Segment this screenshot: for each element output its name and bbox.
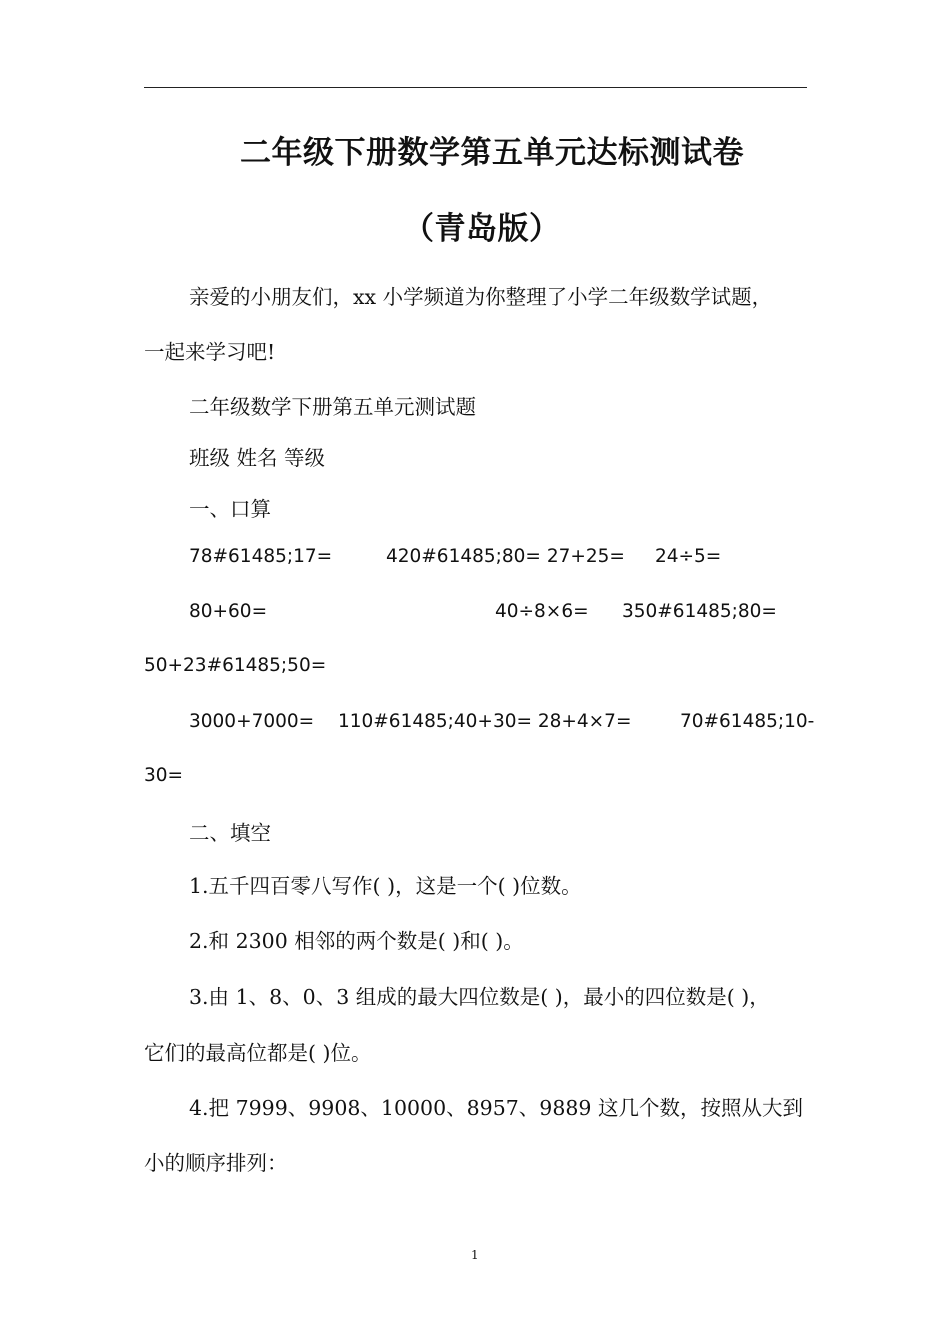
document-title: 二年级下册数学第五单元达标测试卷 (240, 135, 744, 171)
question-3-line-1: 3.由 1、8、0、3 组成的最大四位数是( )，最小的四位数是( )， (189, 985, 770, 1009)
header-rule (144, 87, 807, 88)
question-4-line-1: 4.把 7999、9908、10000、8957、9889 这几个数，按照从大到 (189, 1096, 803, 1120)
calc-item: 30= (144, 765, 184, 786)
intro-line-2: 一起来学习吧! (144, 340, 276, 364)
calc-item: 80+60= (189, 601, 268, 622)
class-name-grade-row: 班级 姓名 等级 (189, 446, 326, 470)
question-3-line-2: 它们的最高位都是( )位。 (144, 1041, 372, 1065)
section-fill-blank-heading: 二、填空 (189, 821, 271, 845)
test-heading: 二年级数学下册第五单元测试题 (189, 395, 476, 419)
calc-item: 350#61485;80= (622, 601, 777, 622)
calc-item: 70#61485;10- (680, 711, 815, 732)
question-2: 2.和 2300 相邻的两个数是( )和( )。 (189, 929, 524, 953)
calc-item: 78#61485;17= (189, 546, 333, 567)
calc-item: 24÷5= (655, 546, 722, 567)
page-number: 1 (471, 1248, 479, 1262)
question-1: 1.五千四百零八写作( )，这是一个( )位数。 (189, 874, 582, 898)
calc-item: 3000+7000= (189, 711, 315, 732)
calc-item: 50+23#61485;50= (144, 655, 327, 676)
section-oral-calc-heading: 一、口算 (189, 497, 271, 521)
calc-item: 40÷8×6= (495, 601, 589, 622)
calc-item: 420#61485;80= 27+25= (386, 546, 625, 567)
intro-line-1: 亲爱的小朋友们，xx 小学频道为你整理了小学二年级数学试题， (189, 285, 773, 309)
calc-item: 110#61485;40+30= 28+4×7= (338, 711, 632, 732)
question-4-line-2: 小的顺序排列： (144, 1151, 288, 1175)
document-subtitle: （青岛版） (403, 211, 561, 247)
